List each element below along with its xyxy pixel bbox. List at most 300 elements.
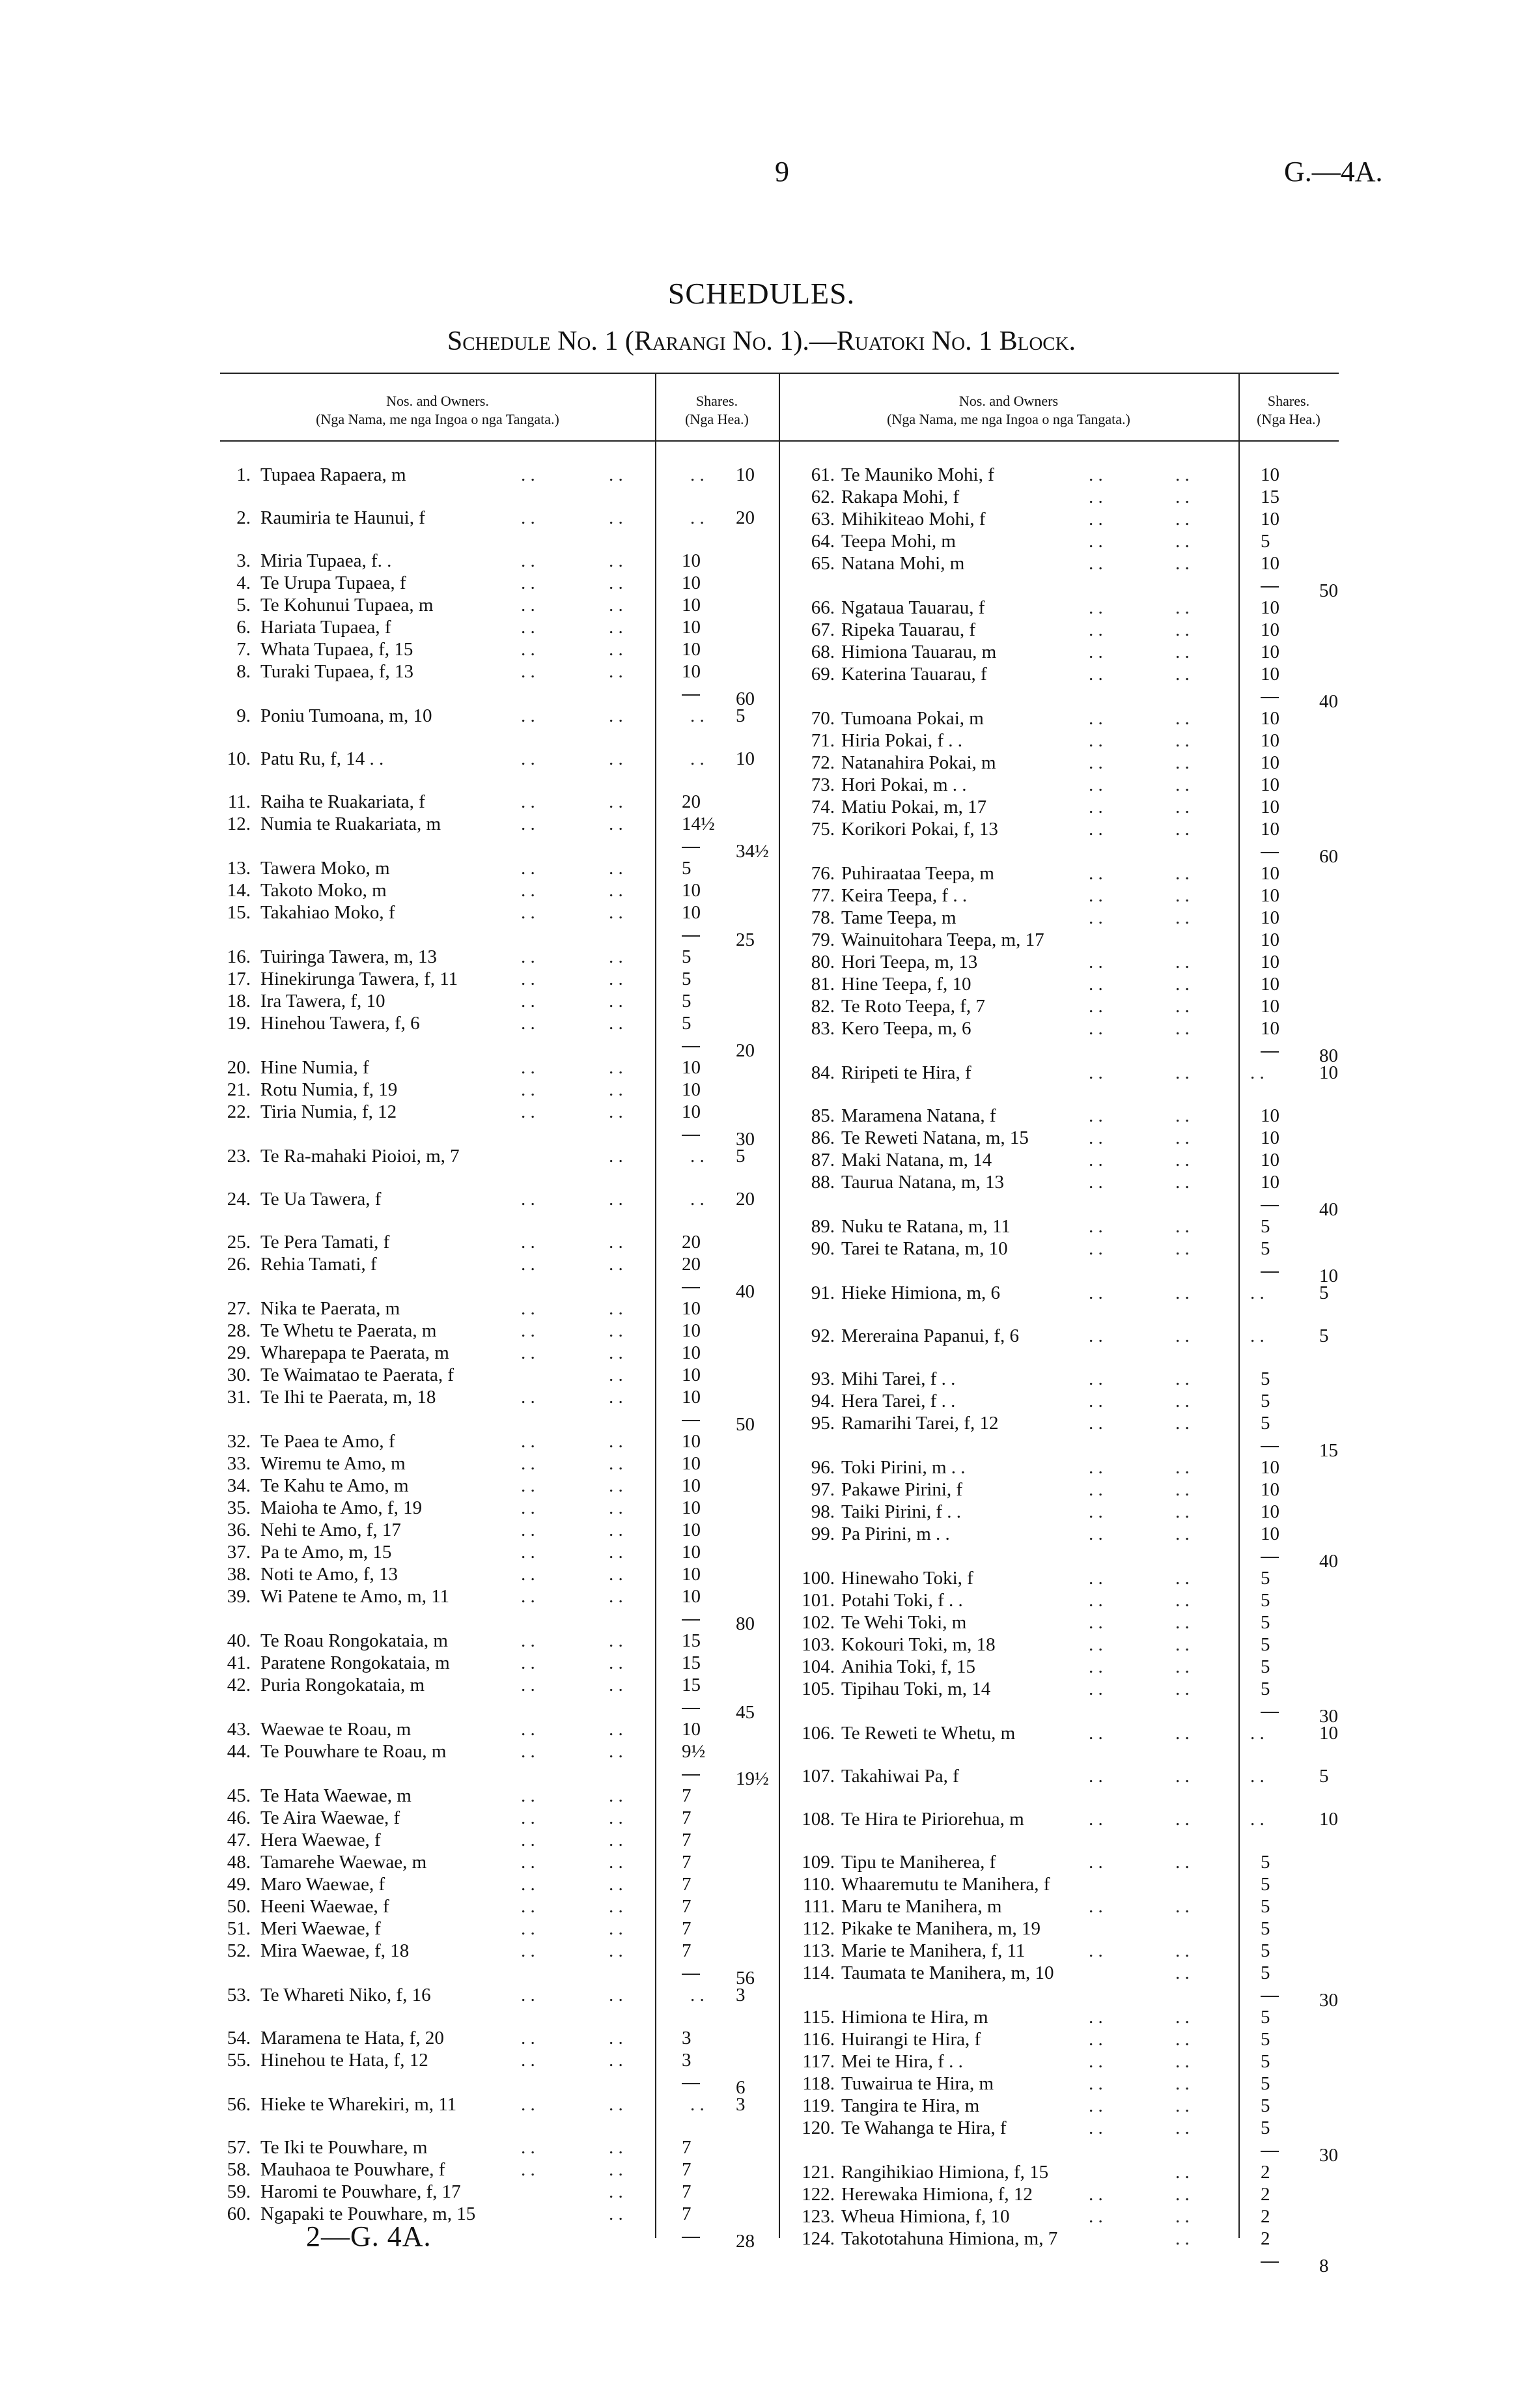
subtotal-row [768,1545,1354,1572]
entry-number: 110. [802,1874,835,1895]
leader-dots: . . [1089,1391,1103,1411]
owner-name: Hiria Pokai, f . . [841,730,963,751]
share-value: 10 [682,573,701,593]
leader-dots: . . [609,2028,623,2048]
leader-dots: . . [521,617,535,638]
leader-dots: . . [609,946,623,967]
table-row [768,752,1354,774]
schedule-subtitle: Schedule No. 1 (Rarangi No. 1).—Ruatoki No. 1 Block. [447,326,1076,356]
share-value: 10 [1261,1150,1279,1170]
subtotal-value: 34½ [736,841,769,862]
leader-dots: . . [1089,1852,1103,1873]
share-value: 10 [1261,885,1279,906]
table-row [768,619,1354,641]
leader-dots: . . [1089,1612,1103,1633]
leader-dots: . . [1175,730,1190,751]
table-row [768,1722,1354,1744]
leader-dots: . . [609,1675,623,1695]
subtotal-value: 6 [736,2077,746,2098]
share-value: 5 [1319,1282,1329,1303]
owner-name: Maru te Manihera, m [841,1896,1002,1917]
entry-number: 4. [236,573,251,593]
table-row [189,2159,775,2181]
leader-dots: . . [1089,1656,1103,1677]
leader-dots: . . [609,1807,623,1828]
leader-dots: . . [521,748,535,769]
share-value: 5 [1261,531,1270,552]
share-value: 10 [682,1497,701,1518]
entry-number: 57. [227,2137,251,2158]
owner-name: Tawera Moko, m [260,858,390,879]
owner-name: Mira Waewae, f, 18 [260,1940,410,1961]
share-value: 5 [682,946,692,967]
share-value: 10 [682,1453,701,1474]
owner-name: Paratene Rongokataia, m [260,1652,450,1673]
table-row [189,1829,775,1851]
share-value: 5 [1261,1413,1270,1434]
share-value: 10 [682,1320,701,1341]
share-value: 10 [1261,730,1279,751]
leader-dots: . . [1089,1150,1103,1170]
share-value: 10 [682,902,701,923]
leader-dots: . . [1089,1282,1103,1303]
table-row [189,1873,775,1895]
leader-dots: . . [1089,797,1103,817]
share-value: 10 [1319,1062,1338,1083]
share-value: 10 [1261,863,1279,884]
subtotal-dash [682,683,700,705]
subtotal-row [189,683,775,709]
table-row [189,507,775,529]
entry-number: 79. [811,929,835,950]
table-row [189,1079,775,1101]
owner-name: Noti te Amo, f, 13 [260,1564,398,1585]
table-row [768,796,1354,818]
share-value: 5 [1261,1634,1270,1655]
owner-name: Mihi Tarei, f . . [841,1368,956,1389]
table-row [768,597,1354,619]
leader-dots: . . [609,902,623,923]
owner-name: Taiki Pirini, f . . [841,1501,962,1522]
leader-dots: . . [1089,619,1103,640]
table-row [768,1918,1354,1940]
owner-name: Matiu Pokai, m, 17 [841,797,987,817]
row-gap [189,2006,775,2027]
subtotal-value: 60 [736,688,755,709]
table-row [768,1962,1354,1984]
entry-number: 34. [227,1475,251,1496]
leader-dots: . . [1175,1325,1190,1346]
share-value: 10 [1261,464,1279,485]
entry-number: 75. [811,819,835,840]
subtotal-value: 50 [1319,580,1338,601]
subtotal-row [189,1962,775,1989]
row-gap [189,529,775,550]
leader-dots: . . [609,617,623,638]
owner-name: Wheua Himiona, f, 10 [841,2206,1010,2227]
leader-dots: . . [1089,885,1103,906]
leader-dots: . . [1089,863,1103,884]
subtotal-value: 40 [736,1281,755,1302]
leader-dots: . . [609,1630,623,1651]
table-row [189,1541,775,1563]
share-value: 14½ [682,814,715,834]
owner-name: Maioha te Amo, f, 19 [260,1497,423,1518]
leader-dots: . . [1089,1634,1103,1655]
owner-name: Hori Pokai, m . . [841,774,967,795]
share-value: 5 [1261,2118,1270,2138]
owner-name: Teepa Mohi, m [841,531,956,552]
leader-dots: . . [1175,1679,1190,1699]
owner-name: Tiria Numia, f, 12 [260,1101,397,1122]
owner-name: Rakapa Mohi, f [841,487,960,507]
owner-name: Hera Waewae, f [260,1830,381,1850]
table-row [768,818,1354,840]
table-row [768,1634,1354,1656]
subtotal-dash [1261,1545,1279,1567]
leader-dots: . . [609,1342,623,1363]
subtotal-value: 10 [1319,1266,1338,1286]
share-value: 10 [682,550,701,571]
owner-name: Meri Waewae, f [260,1918,381,1939]
owner-name: Takahiao Moko, f [260,902,395,923]
table-row [768,1567,1354,1589]
owner-name: Te Roto Teepa, f, 7 [841,996,985,1017]
share-leader-dots: . . [690,2094,705,2115]
table-row [189,1452,775,1475]
subtotal-dash [682,1962,700,1984]
leader-dots: . . [1175,863,1190,884]
entry-number: 48. [227,1852,251,1873]
shares-header-line1: Shares. [695,393,738,409]
share-value: 20 [736,507,755,528]
subtotal-dash [1261,1040,1279,1062]
table-row [189,2093,775,2116]
leader-dots: . . [1089,1568,1103,1589]
entry-number: 66. [811,597,835,618]
leader-dots: . . [609,1586,623,1607]
subtotal-row [189,924,775,950]
owner-name: Numia te Ruakariata, m [260,814,441,834]
leader-dots: . . [521,1298,535,1319]
share-value: 10 [682,1387,701,1408]
table-row [768,2028,1354,2050]
owner-name: Te Pouwhare te Roau, m [260,1741,447,1762]
leader-dots: . . [1175,464,1190,485]
entry-number: 46. [227,1807,251,1828]
entry-number: 60. [227,2203,251,2224]
share-value: 2 [1261,2228,1270,2249]
owner-name: Heeni Waewae, f [260,1896,389,1917]
leader-dots: . . [1175,2162,1190,2183]
owner-name: Te Ua Tawera, f [260,1189,382,1210]
owners-header-line1: Nos. and Owners. [386,393,489,409]
owner-name: Herewaka Himiona, f, 12 [841,2184,1033,2205]
shares-header-line2: (Nga Hea.) [685,411,749,427]
share-leader-dots: . . [1250,1062,1265,1083]
leader-dots: . . [1089,1062,1103,1083]
table-row [189,660,775,683]
subtotal-value: 60 [1319,846,1338,867]
share-value: 5 [682,1013,692,1034]
leader-dots: . . [1175,1150,1190,1170]
share-leader-dots: . . [690,507,705,528]
owner-name: Poniu Tumoana, m, 10 [260,705,432,726]
owner-name: Potahi Toki, f . . [841,1590,963,1611]
share-value: 10 [1319,1809,1338,1830]
owner-name: Wi Patene te Amo, m, 11 [260,1586,450,1607]
table-row [189,1984,775,2006]
subtotal-row [768,574,1354,601]
entry-number: 106. [802,1723,835,1744]
leader-dots: . . [609,1298,623,1319]
owner-name: Te Waimatao te Paerata, f [260,1365,454,1385]
table-row [189,1253,775,1275]
leader-dots: . . [1175,1479,1190,1500]
table-row [768,951,1354,973]
entry-number: 68. [811,642,835,662]
entry-number: 122. [802,2184,835,2205]
owner-name: Keira Teepa, f . . [841,885,968,906]
table-row [768,1238,1354,1260]
table-row [768,729,1354,752]
entry-number: 91. [811,1282,835,1303]
share-value: 10 [682,595,701,616]
leader-dots: . . [1089,1018,1103,1039]
table-row [189,946,775,968]
table-row [189,1364,775,1386]
leader-dots: . . [521,1101,535,1122]
share-value: 5 [1261,1874,1270,1895]
entry-number: 42. [227,1675,251,1695]
owner-name: Wharepapa te Paerata, m [260,1342,449,1363]
entry-number: 49. [227,1874,251,1895]
share-value: 10 [736,464,755,485]
table-row [189,1718,775,1740]
subtotal-row [768,1040,1354,1066]
owner-name: Taurua Natana, m, 13 [841,1172,1005,1193]
owner-name: Hinehou te Hata, f, 12 [260,2050,428,2071]
leader-dots: . . [1175,974,1190,995]
entry-number: 111. [803,1896,835,1917]
share-value: 10 [682,1542,701,1563]
share-value: 7 [682,1852,692,1873]
subtotal-value: 40 [1319,1551,1338,1572]
owner-name: Taumata te Manihera, m, 10 [841,1962,1054,1983]
entry-number: 56. [227,2094,251,2115]
share-value: 10 [1261,597,1279,618]
entry-number: 17. [227,969,251,989]
leader-dots: . . [1089,1679,1103,1699]
leader-dots: . . [521,595,535,616]
leader-dots: . . [1175,2007,1190,2028]
leader-dots: . . [1175,664,1190,685]
leader-dots: . . [1089,509,1103,530]
entry-number: 102. [802,1612,835,1633]
entry-number: 107. [802,1766,835,1787]
subtotal-value: 28 [736,2231,755,2252]
entry-number: 53. [227,1985,251,2005]
entry-number: 14. [227,880,251,901]
share-value: 10 [682,1298,701,1319]
share-value: 3 [736,2094,746,2115]
subtotal-row [768,1434,1354,1461]
owner-name: Himiona Tauarau, m [841,642,997,662]
owner-name: Ripeka Tauarau, f [841,619,975,640]
owner-name: Pa te Amo, m, 15 [260,1542,392,1563]
share-value: 10 [682,1719,701,1740]
owner-name: Te Pera Tamati, f [260,1232,390,1253]
table-row [189,1785,775,1807]
leader-dots: . . [521,2137,535,2158]
leader-dots: . . [609,1852,623,1873]
leader-dots: . . [609,791,623,812]
share-value: 10 [682,1431,701,1452]
row-gap [768,1787,1354,1808]
table-row [768,2205,1354,2228]
owner-name: Te Reweti Natana, m, 15 [841,1127,1029,1148]
leader-dots: . . [1175,996,1190,1017]
leader-dots: . . [609,550,623,571]
subtotal-row [189,1696,775,1723]
share-value: 10 [1261,1172,1279,1193]
entry-number: 16. [227,946,251,967]
entry-number: 51. [227,1918,251,1939]
entry-number: 100. [802,1568,835,1589]
entry-number: 112. [802,1918,835,1939]
leader-dots: . . [521,946,535,967]
share-value: 10 [1261,952,1279,972]
subtotal-row [189,835,775,862]
leader-dots: . . [609,1741,623,1762]
table-row [768,1895,1354,1918]
subtotal-dash [1261,574,1279,597]
owners-header-line2: (Nga Nama, me nga Ingoa o nga Tangata.) [316,411,559,427]
row-gap [189,770,775,791]
subtotal-value: 50 [736,1414,755,1435]
owner-name: Te Wehi Toki, m [841,1612,967,1633]
leader-dots: . . [1175,1172,1190,1193]
leader-dots: . . [1089,1238,1103,1259]
leader-dots: . . [1089,1127,1103,1148]
owner-name: Pakawe Pirini, f [841,1479,963,1500]
share-value: 10 [682,1101,701,1122]
entry-number: 23. [227,1146,251,1167]
owner-name: Hinewaho Toki, f [841,1568,973,1589]
entry-number: 43. [227,1719,251,1740]
owner-name: Katerina Tauarau, f [841,664,987,685]
leader-dots: . . [1089,2118,1103,2138]
table-row [189,857,775,879]
table-row [189,1585,775,1608]
subtotal-row [189,1275,775,1302]
table-row [768,1062,1354,1084]
leader-dots: . . [1175,1282,1190,1303]
share-value: 2 [1261,2162,1270,2183]
owner-name: Puhiraataa Teepa, m [841,863,994,884]
entry-number: 24. [227,1189,251,1210]
entry-number: 39. [227,1586,251,1607]
entry-number: 82. [811,996,835,1017]
share-value: 5 [1261,1940,1270,1961]
share-value: 7 [682,2203,692,2224]
leader-dots: . . [1175,1501,1190,1522]
leader-dots: . . [1175,1238,1190,1259]
share-value: 10 [682,639,701,660]
entry-number: 1. [236,464,251,485]
share-leader-dots: . . [690,1146,705,1167]
entry-number: 37. [227,1542,251,1563]
entry-number: 18. [227,991,251,1012]
share-value: 5 [1261,1368,1270,1389]
table-row [189,1188,775,1210]
owner-name: Mereraina Papanui, f, 6 [841,1325,1019,1346]
entry-number: 109. [802,1852,835,1873]
schedules-title: SCHEDULES. [667,277,856,310]
entry-number: 10. [227,748,251,769]
table-row [768,1017,1354,1040]
owner-name: Wainuitohara Teepa, m, 17 [841,929,1044,950]
leader-dots: . . [609,1453,623,1474]
leader-dots: . . [1175,774,1190,795]
leader-dots: . . [609,814,623,834]
leader-dots: . . [1089,952,1103,972]
leader-dots: . . [1089,774,1103,795]
owner-name: Tuwairua te Hira, m [841,2073,994,2094]
entry-number: 117. [802,2051,835,2072]
share-value: 5 [1261,1612,1270,1633]
leader-dots: . . [1089,1172,1103,1193]
owner-name: Natana Mohi, m [841,553,965,574]
subtotal-value: 56 [736,1968,755,1989]
leader-dots: . . [1175,2206,1190,2227]
entry-number: 65. [811,553,835,574]
leader-dots: . . [609,991,623,1012]
leader-dots: . . [521,661,535,682]
leader-dots: . . [609,748,623,769]
share-value: 5 [1261,1568,1270,1589]
owner-name: Hori Teepa, m, 13 [841,952,978,972]
leader-dots: . . [609,595,623,616]
table-row [768,774,1354,796]
entry-number: 123. [802,2206,835,2227]
owner-name: Ramarihi Tarei, f, 12 [841,1413,999,1434]
leader-dots: . . [609,2203,623,2224]
row-gap [768,1744,1354,1765]
leader-dots: . . [609,1057,623,1078]
table-row [189,1475,775,1497]
entry-number: 70. [811,708,835,729]
leader-dots: . . [521,2094,535,2115]
leader-dots: . . [1175,1612,1190,1633]
share-value: 10 [1261,752,1279,773]
entry-number: 95. [811,1413,835,1434]
share-value: 10 [1261,974,1279,995]
entry-number: 71. [811,730,835,751]
owner-name: Maki Natana, m, 14 [841,1150,992,1170]
leader-dots: . . [1175,1413,1190,1434]
entry-number: 40. [227,1630,251,1651]
leader-dots: . . [609,1918,623,1939]
subtotal-dash [682,1408,700,1430]
share-value: 10 [682,661,701,682]
share-value: 10 [682,617,701,638]
share-value: 5 [736,1146,746,1167]
owner-name: Tipihau Toki, m, 14 [841,1679,991,1699]
share-value: 5 [1261,1896,1270,1917]
owner-name: Tumoana Pokai, m [841,708,984,729]
table-row [189,1231,775,1253]
